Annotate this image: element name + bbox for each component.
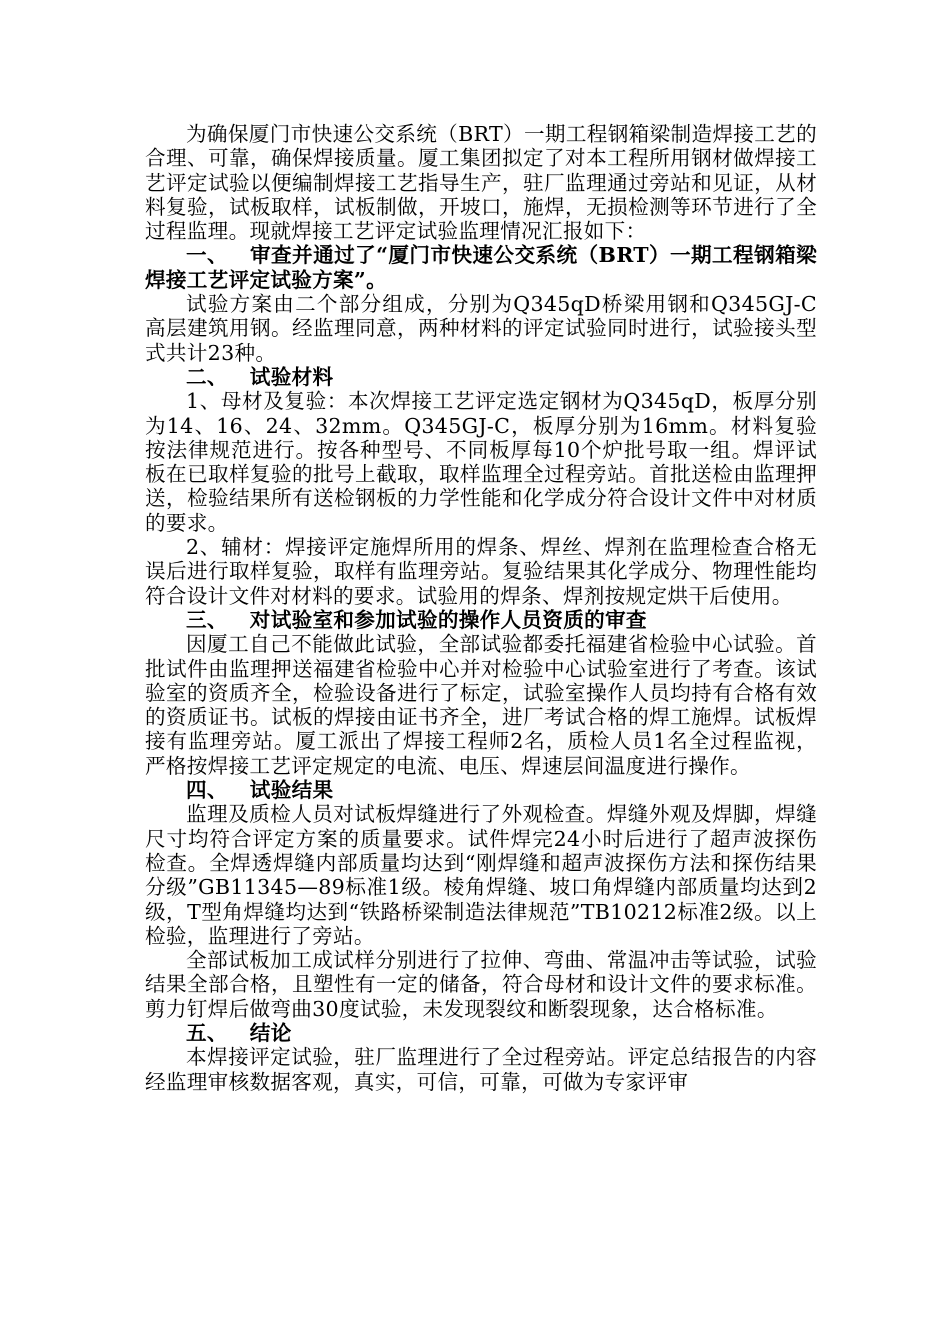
section-title: 试验材料 <box>249 364 334 389</box>
section-title: 试验结果 <box>249 778 334 803</box>
section-heading-2 <box>145 365 817 389</box>
section-title: 审查并通过了“厦门市快速公交系统（BRT）一期工程钢箱梁焊接工艺评定试验方案”。 <box>145 243 817 292</box>
section-heading-4 <box>145 778 817 802</box>
section-number: 三、 <box>186 607 228 632</box>
body-paragraph: 监理及质检人员对试板焊缝进行了外观检查。焊缝外观及焊脚，焊缝尺寸均符合评定方案的质量要求。试件焊完24小时后进行了超声波探伤检查。全焊透焊缝内部质量均达到“刚焊缝和超声波探伤方法和探伤结果分级”GB11345—89标准1级。棱角焊缝、坡口角焊缝内部质量均达到2级，T型角焊缝均达到“铁路桥梁制造法律规范”TB10212标准2级。以上检验，监理进行了旁站。 <box>145 802 817 948</box>
document-body <box>145 122 817 1094</box>
body-paragraph: 1、母材及复验：本次焊接工艺评定选定钢材为Q345qD，板厚分别为14、16、24、32mm。Q345GJ-C，板厚分别为16mm。材料复验按法律规范进行。按各种型号、不同板厚每10个炉批号取一组。焊评试板在已取样复验的批号上截取，取样监理全过程旁站。首批送检由监理押送，检验结果所有送检钢板的力学性能和化学成分符合设计文件中对材质的要求。 <box>145 389 817 535</box>
section-number: 一、 <box>186 243 229 268</box>
section-heading-3 <box>145 608 817 632</box>
section-title: 结论 <box>249 1020 292 1045</box>
section-heading-1 <box>145 243 817 292</box>
section-heading-5 <box>145 1021 817 1045</box>
section-number: 五、 <box>186 1020 228 1045</box>
section-number: 二、 <box>186 364 228 389</box>
body-paragraph: 本焊接评定试验，驻厂监理进行了全过程旁站。评定总结报告的内容经监理审核数据客观，真实，可信，可靠，可做为专家评审 <box>145 1045 817 1094</box>
body-paragraph: 因厦工自己不能做此试验，全部试验都委托福建省检验中心试验。首批试件由监理押送福建省检验中心并对检验中心试验室进行了考查。该试验室的资质齐全，检验设备进行了标定，试验室操作人员均持有合格有效的资质证书。试板的焊接由证书齐全，进厂考试合格的焊工施焊。试板焊接有监理旁站。厦工派出了焊接工程师2名，质检人员1名全过程监视，严格按焊接工艺评定规定的电流、电压、焊速层间温度进行操作。 <box>145 632 817 778</box>
body-paragraph: 试验方案由二个部分组成，分别为Q345qD桥梁用钢和Q345GJ-C高层建筑用钢。经监理同意，两种材料的评定试验同时进行，试验接头型式共计23种。 <box>145 292 817 365</box>
body-paragraph: 2、辅材：焊接评定施焊所用的焊条、焊丝、焊剂在监理检查合格无误后进行取样复验，取样有监理旁站。复验结果其化学成分、物理性能均符合设计文件对材料的要求。试验用的焊条、焊剂按规定烘干后使用。 <box>145 535 817 608</box>
section-title: 对试验室和参加试验的操作人员资质的审查 <box>249 607 647 632</box>
section-number: 四、 <box>186 778 228 803</box>
body-paragraph: 全部试板加工成试样分别进行了拉伸、弯曲、常温冲击等试验，试验结果全部合格，且塑性有一定的储备，符合母材和设计文件的要求标准。剪力钉焊后做弯曲30度试验，未发现裂纹和断裂现象，达合格标准。 <box>145 948 817 1021</box>
intro-paragraph: 为确保厦门市快速公交系统（BRT）一期工程钢箱梁制造焊接工艺的合理、可靠，确保焊接质量。厦工集团拟定了对本工程所用钢材做焊接工艺评定试验以便编制焊接工艺指导生产，驻厂监理通过旁站和见证，从材料复验，试板取样，试板制做，开坡口，施焊，无损检测等环节进行了全过程监理。现就焊接工艺评定试验监理情况汇报如下： <box>145 122 817 244</box>
